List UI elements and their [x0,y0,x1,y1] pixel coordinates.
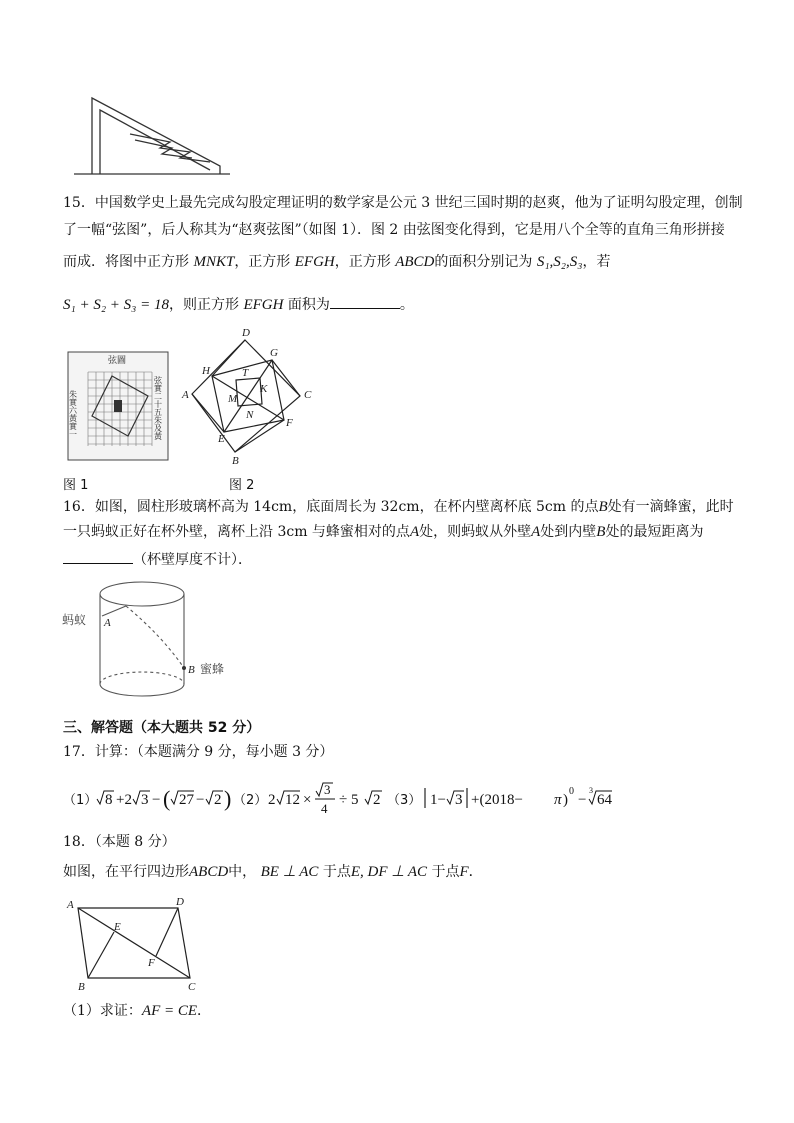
fig2-label-h: H [202,365,210,377]
q16-point-a: A [409,524,420,540]
q17-part2-label: （2） [233,793,268,808]
q16-point-b-2: B [596,524,606,540]
fig2-label-c: C [304,389,312,401]
q16-text-3: （杯壁厚度不计）． [133,552,252,568]
fig2-label-d: D [242,327,250,339]
expr3-sqrt3: 3 [455,792,463,808]
fig2-label-a: A [182,389,189,401]
q16-line3 [63,549,252,570]
q16-line2 [63,522,703,542]
q18-text-c: 中， [228,864,257,880]
figure-1-caption: 图 1 [63,478,89,493]
q18-label-d: D [176,896,184,908]
parallelogram-figure [64,894,204,994]
q15-text-4b: 面积为 [287,297,330,313]
bee-label: 蜜蜂 [200,662,225,676]
fig2-label-g: G [270,347,278,359]
expr1-sqrt8: 8 [105,792,113,808]
expr3-exponent: 0 [569,786,574,797]
fig1-right-text: 弦實二十五朱及黃 [153,376,163,440]
q17-part1-label: （1） [63,793,98,808]
fig1-title: 弦圖 [108,356,127,366]
answer-blank-16[interactable] [63,549,133,564]
q16-text-1b: 处有一滴蜂蜜，此时 [607,499,734,515]
expr2-den-4: 4 [321,801,328,816]
expr3-pi: π [554,792,562,808]
q16-text-2c: 处到内壁 [540,524,597,540]
expr3-minus: − [578,792,587,808]
expr2-coef2: 2 [268,792,276,808]
expr2-num-sqrt3: 3 [324,782,331,797]
fig2-label-t: T [242,367,249,379]
fig1-left-text: 朱實六黃實一 [68,390,78,438]
q15-text-3e: ，若 [582,254,611,270]
figure-2-octagon-squares [180,326,320,466]
q15-text-4a: ，则正方形 [169,297,240,313]
area-symbols: S₁,S₂,S₃ [536,254,583,270]
area-equation: S₁ + S₂ + S₃ = 18 [63,297,170,313]
expr1-plus2: +2 [116,792,132,808]
figure-2-caption: 图 2 [229,478,255,493]
expr1-sqrt27: 27 [179,792,194,808]
expr3-plus-2018: +(2018− [471,792,523,808]
expr1-rparen: ) [224,786,232,811]
be-perp-ac: BE ⊥ AC [260,864,319,880]
fig2-label-e: E [218,433,225,445]
expr1-minus: − [152,792,161,808]
q15-text-3a: 而成．将图中正方形 [63,254,189,270]
expr3-cbrt64: 64 [597,792,612,808]
q15-text-4c: 。 [399,297,414,313]
q18-statement [63,862,483,882]
square-mnkt: MNKT [193,254,235,270]
fig2-label-n: N [246,409,254,421]
expr1-sqrt3: 3 [141,792,149,808]
q18-text-i: ． [468,864,483,880]
q15-text-3c: ，正方形 [334,254,391,270]
q15-text-3b: ，正方形 [234,254,291,270]
q16-text-2a: 一只蚂蚁正好在杯外壁，离杯上沿 3cm 与蜂蜜相对的点 [63,524,410,540]
q16-point-b: B [598,499,608,515]
q18-text-e: 于点 [322,864,351,880]
expr2-times: × [303,792,312,808]
q18-sub1-end: ． [197,1003,212,1019]
q16-text-1: 16．如图，圆柱形玻璃杯高为 14cm，底面周长为 32cm，在杯内壁离杯底 5cm 的点 [63,499,599,515]
expr2-sqrt2: 2 [373,792,381,808]
q15-text-3d: 的面积分别记为 [434,254,533,270]
q17-expressions [63,780,683,814]
expr3-one-minus: 1− [430,792,446,808]
q18-label-e: E [114,921,121,933]
q16-text-2b: 处，则蚂蚁从外壁 [419,524,532,540]
q15-text-1: 中国数学史上最先完成勾股定理证明的数学家是公元 3 世纪三国时期的赵爽，他为了证明勾股定理，创制 [94,195,743,211]
q18-text-a: 如图，在平行四边形 [63,864,189,880]
fig2-label-k: K [260,383,268,395]
expr1-minus2: − [196,792,205,808]
q16-line1 [63,497,734,517]
q18-sub1-text: （1）求证： [63,1003,142,1019]
fig2-label-b: B [232,455,239,466]
q16-text-2d: 处的最短距离为 [605,524,704,540]
ant-label: 蚂蚁 [62,613,87,627]
q18-label-c: C [188,981,196,993]
q18-title: 18．（本题 8 分） [63,834,176,850]
q15-line2: 了一幅“弦图”，后人称其为“赵爽弦图”（如图 1）．图 2 由弦图变化得到，它是用八个全等的直角三角形拼接 [63,222,725,238]
point-f: F [459,864,469,880]
q16-point-a-2: A [531,524,541,540]
q17-math-svg [63,780,683,816]
q15-line4 [63,294,414,315]
fig2-label-f: F [286,417,293,429]
q15-number: 15． [63,195,95,211]
q18-label-a: A [67,899,74,911]
expr3-cube-index: 3 [589,786,593,795]
q18-text-g: 于点 [431,864,460,880]
answer-blank-15[interactable] [330,294,400,309]
top-figure [70,90,240,180]
q18-label-f: F [148,957,155,969]
square-efgh-ref: EFGH [243,297,284,313]
q15-line1 [63,193,743,213]
q15-line3 [63,252,611,272]
cylinder-figure [62,576,242,706]
expr3-rparen: ) [563,792,568,808]
expr1-sqrt2: 2 [214,792,222,808]
q18-sub1 [63,1001,211,1021]
figure-1-chord-diagram [66,350,170,462]
square-abcd: ABCD [395,254,435,270]
expr2-sqrt12: 12 [285,792,300,808]
df-perp-ac: E, DF ⊥ AC [350,864,427,880]
q18-label-b: B [78,981,85,993]
square-efgh: EFGH [294,254,335,270]
af-equals-ce: AF = CE [141,1003,198,1019]
expr2-div5: ÷ 5 [339,792,359,808]
fig2-label-m: M [228,393,238,405]
parallelogram-abcd: ABCD [189,864,229,880]
section-3-title: 三、解答题（本大题共 52 分） [63,720,261,736]
q17-title: 17．计算：（本题满分 9 分，每小题 3 分） [63,744,334,760]
q17-part3-label: （3） [387,793,422,808]
cyl-point-a: A [104,617,111,629]
cyl-point-b: B [188,664,195,676]
expr1-lparen: ( [163,786,171,811]
